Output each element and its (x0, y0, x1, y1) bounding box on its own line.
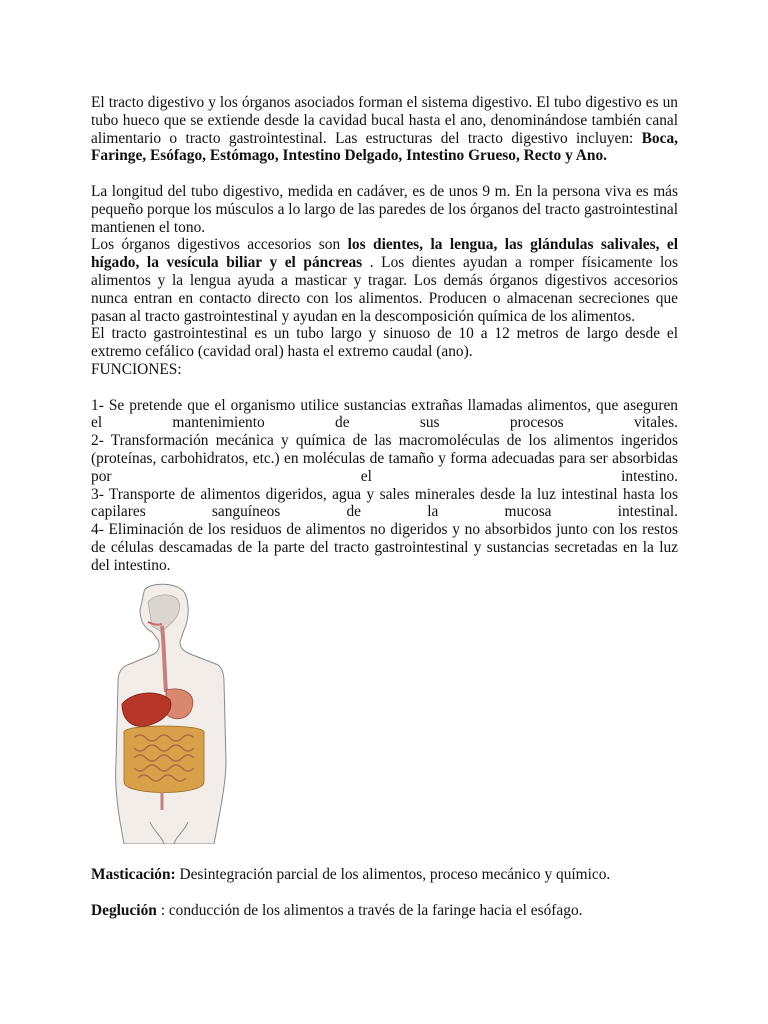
masticacion-text: Desintegración parcial de los alimentos, proceso mecánico y químico. (175, 866, 611, 883)
function-item-4: 4- Eliminación de los residuos de alimentos no digeridos y no absorbidos junto con los restos de células descamadas de la parte del tracto gastrointestinal y sustancias secretadas en la luz del intestino. (91, 521, 678, 574)
accessory-organs-list: los dientes, la lengua, las glándulas salivales, el hígado, la vesícula biliar y el páncreas (91, 236, 679, 272)
deglucion-term: Deglución (91, 902, 157, 919)
document-body (91, 94, 678, 575)
masticacion-term: Masticación: (91, 866, 176, 883)
accessory-post: . Los dientes ayudan a romper físicamente los alimentos y la lengua ayuda a masticar y tragar. Los demás órganos digestivos accesorios nunca entran en contacto directo con los alimentos. Producen o almacenan secreciones que pasan al tracto gastrointestinal y ayudan en la descomposición química de los alimentos. (91, 254, 678, 325)
masticacion-definition (91, 866, 691, 884)
tract-paragraph: El tracto gastrointestinal es un tubo largo y sinuoso de 10 a 12 metros de largo desde el extremo cefálico (cavidad oral) hasta el extremo caudal (ano). (91, 325, 678, 361)
length-paragraph: La longitud del tubo digestivo, medida en cadáver, es de unos 9 m. En la persona viva es más pequeño porque los músculos a lo largo de las paredes de los órganos del tracto gastrointestinal mantienen el tono. (91, 182, 678, 236)
deglucion-definition (91, 902, 691, 920)
intro-structures: Boca, Faringe, Esófago, Estómago, Intestino Delgado, Intestino Grueso, Recto y Ano. (91, 129, 678, 165)
functions-title: FUNCIONES: (91, 360, 182, 378)
function-item-1: 1- Se pretende que el organismo utilice sustancias extrañas llamadas alimentos, que aseguren el mantenimiento de sus procesos vitales. (91, 396, 678, 432)
digestive-system-illustration (104, 582, 234, 844)
accessory-organs-paragraph (91, 236, 678, 325)
intro-paragraph (91, 94, 678, 165)
accessory-pre: Los órganos digestivos accesorios son (91, 236, 348, 254)
function-item-3: 3- Transporte de alimentos digeridos, agua y sales minerales desde la luz intestinal hasta los capilares sanguíneos de la mucosa intestinal. (91, 485, 678, 521)
function-item-2: 2- Transformación mecánica y química de las macromoléculas de los alimentos ingeridos (proteínas, carbohidratos, etc.) en moléculas de tamaño y forma adecuadas para ser absorbidas por el intestino. (91, 432, 678, 485)
intro-text: El tracto digestivo y los órganos asociados forman el sistema digestivo. El tubo digestivo es un tubo hueco que se extiende desde la cavidad bucal hasta el ano, denominándose también canal alimentario o tracto gastrointestinal. Las estructuras del tracto digestivo incluyen: (91, 94, 678, 147)
deglucion-text: : conducción de los alimentos a través de la faringe hacia el esófago. (156, 902, 583, 919)
